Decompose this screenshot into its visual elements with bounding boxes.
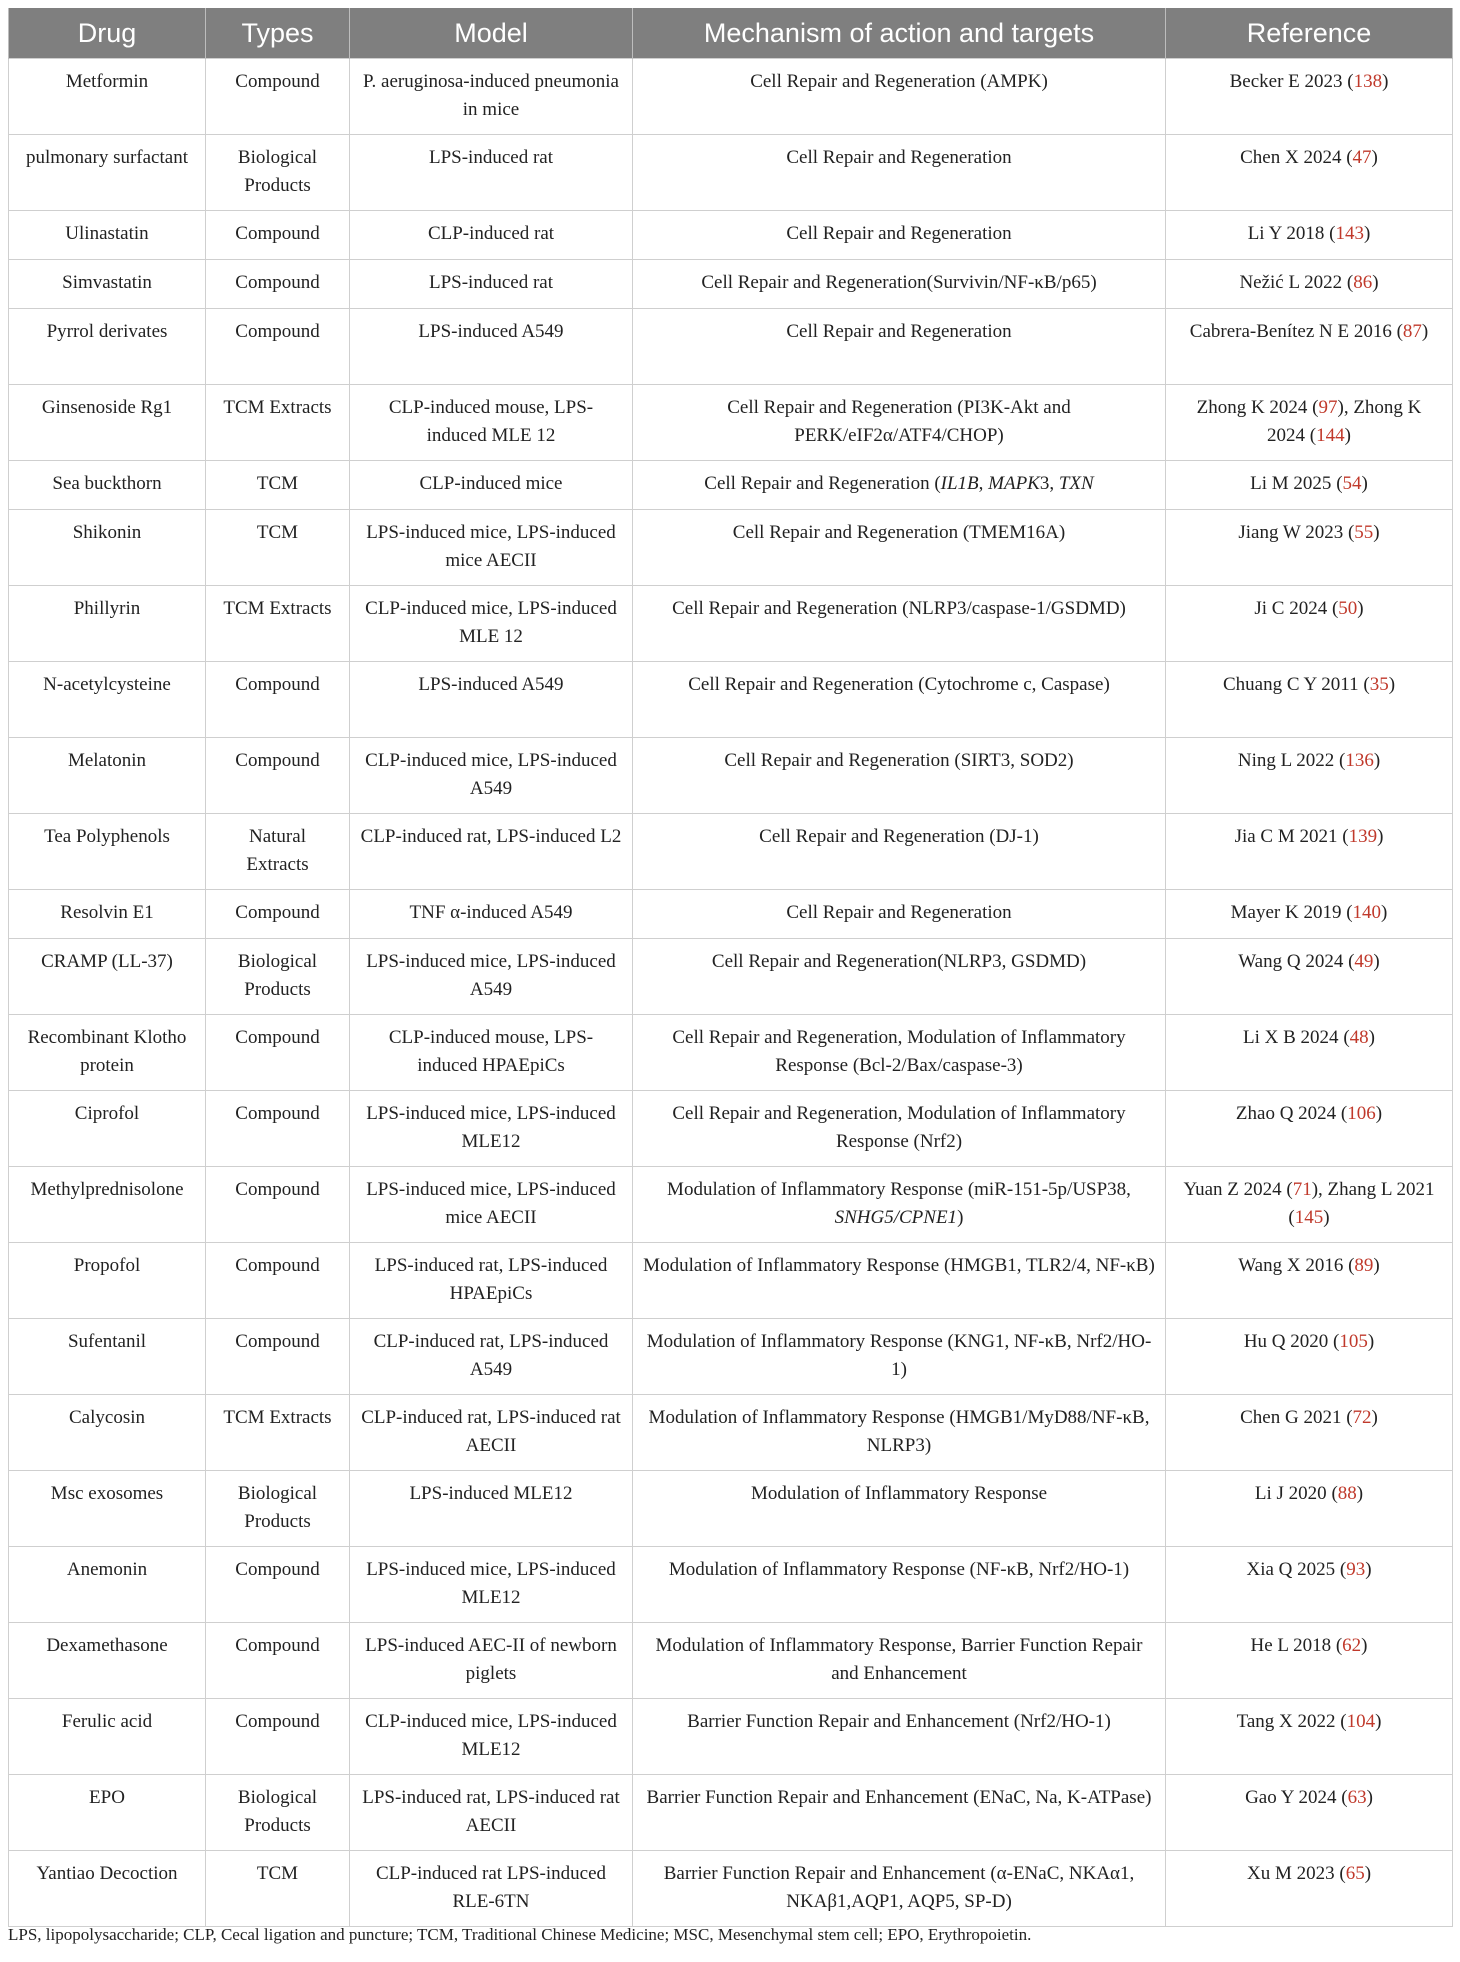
- reference-author: Ji C 2024: [1254, 598, 1328, 619]
- cell-reference: Wang Q 2024 (49): [1166, 939, 1453, 1015]
- cell-mechanism: Modulation of Inflammatory Response, Barrier Function Repair and Enhancement: [633, 1623, 1166, 1699]
- cell-type: TCM Extracts: [206, 385, 350, 461]
- cell-drug: CRAMP (LL-37): [9, 939, 206, 1015]
- cell-drug: Shikonin: [9, 510, 206, 586]
- cell-drug: Methylprednisolone: [9, 1167, 206, 1243]
- reference-author: Tang X 2022: [1236, 1711, 1336, 1732]
- cell-model: CLP-induced mice, LPS-induced MLE 12: [350, 586, 633, 662]
- cell-type: Natural Extracts: [206, 814, 350, 890]
- header-reference: Reference: [1166, 8, 1453, 59]
- header-model: Model: [350, 8, 633, 59]
- drug-table-container: [8, 8, 1452, 1927]
- cell-type: Compound: [206, 1547, 350, 1623]
- reference-author: Jiang W 2023: [1238, 522, 1344, 543]
- cell-drug: Propofol: [9, 1243, 206, 1319]
- cell-reference: Xu M 2023 (65): [1166, 1851, 1453, 1927]
- cell-reference: He L 2018 (62): [1166, 1623, 1453, 1699]
- cell-mechanism: Cell Repair and Regeneration, Modulation of Inflammatory Response (Nrf2): [633, 1091, 1166, 1167]
- reference-author: Zhao Q 2024: [1235, 1103, 1337, 1124]
- cell-mechanism: Cell Repair and Regeneration (Cytochrome c, Caspase): [633, 662, 1166, 738]
- table-row: [9, 1775, 1453, 1851]
- reference-link[interactable]: 139: [1348, 826, 1378, 847]
- reference-link[interactable]: 88: [1337, 1483, 1357, 1504]
- cell-type: Compound: [206, 890, 350, 939]
- reference-author: Mayer K 2019: [1230, 902, 1342, 923]
- cell-model: LPS-induced mice, LPS-induced mice AECII: [350, 510, 633, 586]
- cell-type: Compound: [206, 1319, 350, 1395]
- header-mechanism: Mechanism of action and targets: [633, 8, 1166, 59]
- reference-author: Li X B 2024: [1243, 1027, 1339, 1048]
- cell-drug: Ciprofol: [9, 1091, 206, 1167]
- cell-type: Biological Products: [206, 939, 350, 1015]
- cell-drug: Simvastatin: [9, 260, 206, 309]
- cell-type: Compound: [206, 738, 350, 814]
- cell-type: TCM: [206, 510, 350, 586]
- cell-type: Compound: [206, 1167, 350, 1243]
- table-row: [9, 1547, 1453, 1623]
- reference-author: Zhang L 2021: [1327, 1179, 1435, 1200]
- reference-author: Ning L 2022: [1237, 750, 1335, 771]
- cell-reference: Chen X 2024 (47): [1166, 135, 1453, 211]
- reference-link[interactable]: 86: [1353, 272, 1373, 293]
- header-drug: Drug: [9, 8, 206, 59]
- cell-model: CLP-induced rat: [350, 211, 633, 260]
- table-row: [9, 1395, 1453, 1471]
- cell-reference: Chen G 2021 (72): [1166, 1395, 1453, 1471]
- cell-mechanism: Cell Repair and Regeneration(Survivin/NF-κB/p65): [633, 260, 1166, 309]
- cell-type: Compound: [206, 662, 350, 738]
- cell-drug: pulmonary surfactant: [9, 135, 206, 211]
- cell-type: Biological Products: [206, 1775, 350, 1851]
- cell-reference: Ji C 2024 (50): [1166, 586, 1453, 662]
- cell-model: CLP-induced mouse, LPS-induced HPAEpiCs: [350, 1015, 633, 1091]
- cell-drug: Phillyrin: [9, 586, 206, 662]
- reference-link[interactable]: 47: [1352, 147, 1372, 168]
- reference-link[interactable]: 50: [1338, 598, 1358, 619]
- cell-reference: Li J 2020 (88): [1166, 1471, 1453, 1547]
- cell-type: Compound: [206, 1623, 350, 1699]
- cell-model: LPS-induced mice, LPS-induced MLE12: [350, 1547, 633, 1623]
- cell-type: Biological Products: [206, 1471, 350, 1547]
- table-row: [9, 59, 1453, 135]
- cell-mechanism: Barrier Function Repair and Enhancement (α-ENaC, NKAα1, NKAβ1,AQP1, AQP5, SP-D): [633, 1851, 1166, 1927]
- reference-author: Wang Q 2024: [1238, 951, 1344, 972]
- cell-drug: Pyrrol derivates: [9, 309, 206, 385]
- cell-reference: Zhao Q 2024 (106): [1166, 1091, 1453, 1167]
- cell-mechanism: Cell Repair and Regeneration (NLRP3/caspase-1/GSDMD): [633, 586, 1166, 662]
- table-row: [9, 309, 1453, 385]
- cell-model: LPS-induced rat, LPS-induced rat AECII: [350, 1775, 633, 1851]
- cell-reference: Becker E 2023 (138): [1166, 59, 1453, 135]
- reference-link[interactable]: 87: [1402, 321, 1422, 342]
- cell-mechanism: Cell Repair and Regeneration (AMPK): [633, 59, 1166, 135]
- reference-author: Nežić L 2022: [1239, 272, 1343, 293]
- cell-model: CLP-induced mice, LPS-induced A549: [350, 738, 633, 814]
- reference-author: Chen G 2021: [1240, 1407, 1342, 1428]
- cell-drug: Resolvin E1: [9, 890, 206, 939]
- cell-type: Compound: [206, 260, 350, 309]
- cell-model: LPS-induced MLE12: [350, 1471, 633, 1547]
- cell-model: LPS-induced rat: [350, 135, 633, 211]
- table-row: [9, 211, 1453, 260]
- reference-link[interactable]: 89: [1354, 1255, 1374, 1276]
- table-row: [9, 1167, 1453, 1243]
- cell-model: TNF α-induced A549: [350, 890, 633, 939]
- cell-reference: Xia Q 2025 (93): [1166, 1547, 1453, 1623]
- cell-type: TCM Extracts: [206, 1395, 350, 1471]
- table-row: [9, 939, 1453, 1015]
- table-row: [9, 1015, 1453, 1091]
- cell-model: CLP-induced mouse, LPS-induced MLE 12: [350, 385, 633, 461]
- table-body: [9, 59, 1453, 1927]
- cell-drug: Sea buckthorn: [9, 461, 206, 510]
- cell-reference: Mayer K 2019 (140): [1166, 890, 1453, 939]
- reference-link[interactable]: 49: [1354, 951, 1374, 972]
- cell-mechanism: Cell Repair and Regeneration, Modulation of Inflammatory Response (Bcl-2/Bax/caspase-3): [633, 1015, 1166, 1091]
- cell-mechanism: Modulation of Inflammatory Response (miR-151-5p/USP38, SNHG5/CPNE1): [633, 1167, 1166, 1243]
- cell-mechanism: Cell Repair and Regeneration (DJ-1): [633, 814, 1166, 890]
- reference-author: Xu M 2023: [1246, 1863, 1335, 1884]
- cell-drug: Ferulic acid: [9, 1699, 206, 1775]
- reference-author: Hu Q 2020: [1243, 1331, 1329, 1352]
- table-row: [9, 1091, 1453, 1167]
- reference-link[interactable]: 93: [1346, 1559, 1366, 1580]
- cell-drug: EPO: [9, 1775, 206, 1851]
- reference-author: Yuan Z 2024: [1183, 1179, 1282, 1200]
- table-row: [9, 1699, 1453, 1775]
- cell-drug: Msc exosomes: [9, 1471, 206, 1547]
- reference-link[interactable]: 54: [1342, 473, 1362, 494]
- reference-author: Li M 2025: [1250, 473, 1332, 494]
- drug-table: [8, 8, 1453, 1927]
- cell-model: CLP-induced rat LPS-induced RLE-6TN: [350, 1851, 633, 1927]
- cell-drug: Dexamethasone: [9, 1623, 206, 1699]
- table-header-row: [9, 8, 1453, 59]
- reference-link[interactable]: 35: [1369, 674, 1389, 695]
- reference-author: Becker E 2023: [1229, 71, 1343, 92]
- reference-author: He L 2018: [1250, 1635, 1332, 1656]
- reference-link[interactable]: 106: [1347, 1103, 1376, 1124]
- cell-mechanism: Cell Repair and Regeneration: [633, 890, 1166, 939]
- cell-type: Compound: [206, 1243, 350, 1319]
- reference-link[interactable]: 104: [1346, 1711, 1376, 1732]
- cell-drug: Sufentanil: [9, 1319, 206, 1395]
- reference-author: Jia C M 2021: [1234, 826, 1338, 847]
- cell-model: LPS-induced A549: [350, 309, 633, 385]
- cell-type: Compound: [206, 1015, 350, 1091]
- table-row: [9, 662, 1453, 738]
- cell-drug: Calycosin: [9, 1395, 206, 1471]
- cell-reference: Li X B 2024 (48): [1166, 1015, 1453, 1091]
- cell-model: LPS-induced rat, LPS-induced HPAEpiCs: [350, 1243, 633, 1319]
- cell-mechanism: Modulation of Inflammatory Response (HMGB1/MyD88/NF-κB, NLRP3): [633, 1395, 1166, 1471]
- table-row: [9, 461, 1453, 510]
- table-row: [9, 814, 1453, 890]
- reference-link[interactable]: 136: [1345, 750, 1374, 771]
- cell-mechanism: Cell Repair and Regeneration (PI3K-Akt and PERK/eIF2α/ATF4/CHOP): [633, 385, 1166, 461]
- cell-drug: N-acetylcysteine: [9, 662, 206, 738]
- cell-reference: Wang X 2016 (89): [1166, 1243, 1453, 1319]
- reference-author: Li Y 2018: [1247, 223, 1325, 244]
- cell-model: LPS-induced mice, LPS-induced MLE12: [350, 1091, 633, 1167]
- cell-reference: Tang X 2022 (104): [1166, 1699, 1453, 1775]
- table-row: [9, 1471, 1453, 1547]
- cell-mechanism: Modulation of Inflammatory Response (NF-κB, Nrf2/HO-1): [633, 1547, 1166, 1623]
- table-row: [9, 260, 1453, 309]
- cell-drug: Recombinant Klotho protein: [9, 1015, 206, 1091]
- cell-mechanism: Cell Repair and Regeneration: [633, 211, 1166, 260]
- cell-reference: Ning L 2022 (136): [1166, 738, 1453, 814]
- reference-author: Gao Y 2024: [1245, 1787, 1337, 1808]
- reference-author: Li J 2020: [1254, 1483, 1327, 1504]
- table-row: [9, 1243, 1453, 1319]
- reference-link[interactable]: 140: [1352, 902, 1382, 923]
- table-row: [9, 1319, 1453, 1395]
- cell-reference: Yuan Z 2024 (71), Zhang L 2021 (145): [1166, 1167, 1453, 1243]
- cell-reference: Gao Y 2024 (63): [1166, 1775, 1453, 1851]
- cell-reference: Nežić L 2022 (86): [1166, 260, 1453, 309]
- cell-drug: Anemonin: [9, 1547, 206, 1623]
- cell-mechanism: Barrier Function Repair and Enhancement (ENaC, Na, K-ATPase): [633, 1775, 1166, 1851]
- cell-type: Compound: [206, 309, 350, 385]
- cell-mechanism: Modulation of Inflammatory Response: [633, 1471, 1166, 1547]
- reference-link[interactable]: 138: [1353, 71, 1383, 92]
- reference-link[interactable]: 71: [1292, 1179, 1312, 1200]
- cell-type: TCM: [206, 461, 350, 510]
- table-row: [9, 890, 1453, 939]
- cell-mechanism: Cell Repair and Regeneration(NLRP3, GSDMD): [633, 939, 1166, 1015]
- reference-link[interactable]: 97: [1318, 397, 1338, 418]
- header-types: Types: [206, 8, 350, 59]
- cell-model: CLP-induced mice, LPS-induced MLE12: [350, 1699, 633, 1775]
- reference-author: Chen X 2024: [1240, 147, 1342, 168]
- reference-author: Chuang C Y 2011: [1222, 674, 1359, 695]
- reference-author: Wang X 2016: [1238, 1255, 1344, 1276]
- reference-link[interactable]: 65: [1345, 1863, 1365, 1884]
- cell-model: LPS-induced AEC-II of newborn piglets: [350, 1623, 633, 1699]
- reference-author: Xia Q 2025: [1246, 1559, 1336, 1580]
- reference-link[interactable]: 144: [1316, 425, 1345, 446]
- cell-model: LPS-induced rat: [350, 260, 633, 309]
- reference-link[interactable]: 62: [1342, 1635, 1362, 1656]
- cell-mechanism: Modulation of Inflammatory Response (HMGB1, TLR2/4, NF-κB): [633, 1243, 1166, 1319]
- table-row: [9, 738, 1453, 814]
- cell-reference: Cabrera-Benítez N E 2016 (87): [1166, 309, 1453, 385]
- cell-reference: Li Y 2018 (143): [1166, 211, 1453, 260]
- cell-reference: Chuang C Y 2011 (35): [1166, 662, 1453, 738]
- table-row: [9, 586, 1453, 662]
- cell-reference: Jiang W 2023 (55): [1166, 510, 1453, 586]
- cell-mechanism: Modulation of Inflammatory Response (KNG1, NF-κB, Nrf2/HO-1): [633, 1319, 1166, 1395]
- cell-drug: Ulinastatin: [9, 211, 206, 260]
- reference-link[interactable]: 105: [1339, 1331, 1368, 1352]
- cell-reference: Li M 2025 (54): [1166, 461, 1453, 510]
- cell-reference: Hu Q 2020 (105): [1166, 1319, 1453, 1395]
- cell-model: LPS-induced mice, LPS-induced A549: [350, 939, 633, 1015]
- cell-type: Biological Products: [206, 135, 350, 211]
- cell-model: LPS-induced A549: [350, 662, 633, 738]
- table-row: [9, 385, 1453, 461]
- cell-drug: Tea Polyphenols: [9, 814, 206, 890]
- cell-mechanism: Cell Repair and Regeneration (IL1B, MAPK3, TXN: [633, 461, 1166, 510]
- cell-model: CLP-induced rat, LPS-induced A549: [350, 1319, 633, 1395]
- cell-mechanism: Cell Repair and Regeneration (SIRT3, SOD2): [633, 738, 1166, 814]
- reference-link[interactable]: 145: [1294, 1207, 1324, 1228]
- cell-mechanism: Cell Repair and Regeneration: [633, 309, 1166, 385]
- table-footnote: LPS, lipopolysaccharide; CLP, Cecal ligation and puncture; TCM, Traditional Chinese Medicine; MSC, Mesenchymal stem cell; EPO, Erythropoietin.: [8, 1925, 1032, 1944]
- reference-author: Zhong K 2024: [1267, 397, 1422, 446]
- cell-model: LPS-induced mice, LPS-induced mice AECII: [350, 1167, 633, 1243]
- table-row: [9, 510, 1453, 586]
- cell-type: Compound: [206, 1699, 350, 1775]
- cell-drug: Melatonin: [9, 738, 206, 814]
- table-row: [9, 1851, 1453, 1927]
- reference-link[interactable]: 55: [1354, 522, 1374, 543]
- cell-reference: Jia C M 2021 (139): [1166, 814, 1453, 890]
- cell-model: CLP-induced rat, LPS-induced rat AECII: [350, 1395, 633, 1471]
- table-row: [9, 1623, 1453, 1699]
- cell-mechanism: Cell Repair and Regeneration: [633, 135, 1166, 211]
- cell-model: CLP-induced rat, LPS-induced L2: [350, 814, 633, 890]
- cell-drug: Metformin: [9, 59, 206, 135]
- reference-link[interactable]: 63: [1347, 1787, 1367, 1808]
- cell-type: TCM Extracts: [206, 586, 350, 662]
- cell-type: Compound: [206, 211, 350, 260]
- reference-author: Cabrera-Benítez N E 2016: [1189, 321, 1392, 342]
- reference-link[interactable]: 48: [1349, 1027, 1369, 1048]
- cell-model: P. aeruginosa-induced pneumonia in mice: [350, 59, 633, 135]
- cell-reference: Zhong K 2024 (97), Zhong K 2024 (144): [1166, 385, 1453, 461]
- cell-mechanism: Cell Repair and Regeneration (TMEM16A): [633, 510, 1166, 586]
- cell-type: Compound: [206, 59, 350, 135]
- cell-drug: Ginsenoside Rg1: [9, 385, 206, 461]
- cell-type: TCM: [206, 1851, 350, 1927]
- reference-author: Zhong K 2024: [1196, 397, 1308, 418]
- cell-type: Compound: [206, 1091, 350, 1167]
- reference-link[interactable]: 72: [1352, 1407, 1372, 1428]
- reference-link[interactable]: 143: [1335, 223, 1364, 244]
- cell-mechanism: Barrier Function Repair and Enhancement (Nrf2/HO-1): [633, 1699, 1166, 1775]
- table-row: [9, 135, 1453, 211]
- cell-drug: Yantiao Decoction: [9, 1851, 206, 1927]
- cell-model: CLP-induced mice: [350, 461, 633, 510]
